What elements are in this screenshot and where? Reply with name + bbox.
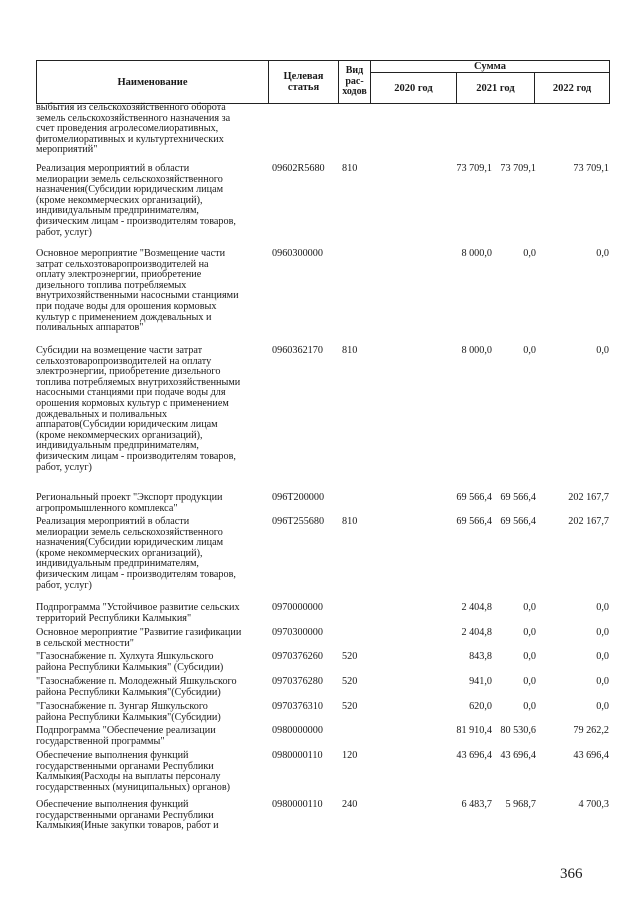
row-code: 096T255680: [272, 516, 325, 527]
row-vid: 810: [342, 345, 358, 356]
row-2022: 43 696,4: [573, 750, 609, 761]
row-2020: 8 000,0: [461, 345, 492, 356]
row-2021: 73 709,1: [500, 163, 536, 174]
row-2020: 6 483,7: [461, 799, 492, 810]
header-year-2022: 2022 год: [535, 73, 610, 104]
row-code: 0980000000: [272, 725, 323, 736]
row-vid: 520: [342, 701, 358, 712]
row-code: 0960362170: [272, 345, 323, 356]
row-2021: 43 696,4: [500, 750, 536, 761]
row-name: Обеспечение выполнения функций государственными органами Республики Калмыкия(Иные закупки товаров, работ и: [36, 799, 219, 832]
row-name: Региональный проект "Экспорт продукции агропромышленного комплекса": [36, 492, 223, 514]
row-2020: 843,8: [469, 651, 492, 662]
row-2021: 69 566,4: [500, 492, 536, 503]
row-2022: 0,0: [596, 602, 609, 613]
row-2021: 0,0: [523, 345, 536, 356]
row-2021: 0,0: [523, 651, 536, 662]
row-2021: 0,0: [523, 602, 536, 613]
row-name: Подпрограмма "Устойчивое развитие сельских территорий Республики Калмыкия": [36, 602, 240, 624]
row-code: 0970000000: [272, 602, 323, 613]
row-2022: 73 709,1: [573, 163, 609, 174]
row-name: "Газоснабжение п. Хулхута Яшкульского района Республики Калмыкия" (Субсидии): [36, 651, 224, 673]
row-2020: 620,0: [469, 701, 492, 712]
header-target-article: Целевая статья: [269, 61, 339, 104]
row-2021: 69 566,4: [500, 516, 536, 527]
header-sum: Сумма: [371, 61, 610, 73]
row-vid: 520: [342, 676, 358, 687]
row-2021: 0,0: [523, 627, 536, 638]
row-2020: 73 709,1: [456, 163, 492, 174]
row-2022: 0,0: [596, 701, 609, 712]
row-code: 096T200000: [272, 492, 325, 503]
row-2020: 941,0: [469, 676, 492, 687]
header-year-2021: 2021 год: [457, 73, 535, 104]
row-name: Основное мероприятие "Возмещение части затрат сельхозтоваропроизводителей на оплату электроэнергии, приобретение дизельного топлива потребляемых внутрихозяйственными насосными станциями при подаче воды для орошения кормовых культур с применением дождевальных и поливальных аппаратов": [36, 248, 239, 334]
row-2022: 4 700,3: [578, 799, 609, 810]
row-2021: 5 968,7: [505, 799, 536, 810]
row-2022: 0,0: [596, 627, 609, 638]
row-2020: 8 000,0: [461, 248, 492, 259]
row-code: 0960300000: [272, 248, 323, 259]
table-header: [36, 60, 610, 104]
row-2022: 202 167,7: [568, 516, 609, 527]
row-name: "Газоснабжение п. Зунгар Яшкульского района Республики Калмыкия"(Субсидии): [36, 701, 221, 723]
row-code: 09602R5680: [272, 163, 325, 174]
row-2022: 0,0: [596, 345, 609, 356]
row-2020: 69 566,4: [456, 516, 492, 527]
row-code: 0970300000: [272, 627, 323, 638]
page-number: 366: [560, 866, 583, 882]
row-2022: 79 262,2: [573, 725, 609, 736]
row-2021: 0,0: [523, 248, 536, 259]
row-2021: 0,0: [523, 701, 536, 712]
row-vid: 810: [342, 163, 358, 174]
header-name: Наименование: [37, 61, 269, 104]
row-code: 0980000110: [272, 799, 323, 810]
row-name: Обеспечение выполнения функций государственными органами Республики Калмыкия(Расходы на выплаты персоналу государственных (муниципальных) органов): [36, 750, 231, 793]
row-2022: 202 167,7: [568, 492, 609, 503]
row-2020: 69 566,4: [456, 492, 492, 503]
row-2022: 0,0: [596, 676, 609, 687]
row-2020: 43 696,4: [456, 750, 492, 761]
row-2022: 0,0: [596, 248, 609, 259]
header-year-2020: 2020 год: [371, 73, 457, 104]
row-2021: 80 530,6: [500, 725, 536, 736]
row-vid: 810: [342, 516, 358, 527]
row-name: выбытия из сельскохозяйственного оборота земель сельскохозяйственного назначения за счет проведения агролесомелиоративных, фитомелиоративных и культуртехнических мероприятий": [36, 102, 231, 156]
row-name: "Газоснабжение п. Молодежный Яшкульского района Республики Калмыкия"(Субсидии): [36, 676, 237, 698]
row-code: 0970376310: [272, 701, 323, 712]
row-name: Подпрограмма "Обеспечение реализации государственной программы": [36, 725, 216, 747]
row-vid: 520: [342, 651, 358, 662]
row-2020: 81 910,4: [456, 725, 492, 736]
row-code: 0970376260: [272, 651, 323, 662]
row-2020: 2 404,8: [461, 627, 492, 638]
row-vid: 240: [342, 799, 358, 810]
row-2020: 2 404,8: [461, 602, 492, 613]
row-name: Реализация мероприятий в области мелиорации земель сельскохозяйственного назначения(Субсидии юридическим лицам (кроме некоммерческих организаций), индивидуальным предпринимателям, физическим лицам - производителям товаров, работ, услуг): [36, 163, 236, 238]
row-name: Субсидии на возмещение части затрат сельхозтоваропроизводителей на оплату электроэнергии, приобретение дизельного топлива потребляемых внутрихозяйственными насосными станциями при подаче воды для орошения кормовых культур с применением дождевальных и поливальных аппаратов(Субсидии юридическим лицам (кроме некоммерческих организаций), индивидуальным предпринимателям, физическим лицам - производителям товаров, работ, услуг): [36, 345, 241, 473]
row-name: Реализация мероприятий в области мелиорации земель сельскохозяйственного назначения(Субсидии юридическим лицам (кроме некоммерческих организаций), индивидуальным предпринимателям, физическим лицам - производителям товаров, работ, услуг): [36, 516, 236, 591]
header-expense-type: Вид рас- ходов: [339, 61, 371, 104]
row-name: Основное мероприятие "Развитие газификации в сельской местности": [36, 627, 242, 649]
row-code: 0980000110: [272, 750, 323, 761]
row-2021: 0,0: [523, 676, 536, 687]
row-vid: 120: [342, 750, 358, 761]
row-code: 0970376280: [272, 676, 323, 687]
row-2022: 0,0: [596, 651, 609, 662]
